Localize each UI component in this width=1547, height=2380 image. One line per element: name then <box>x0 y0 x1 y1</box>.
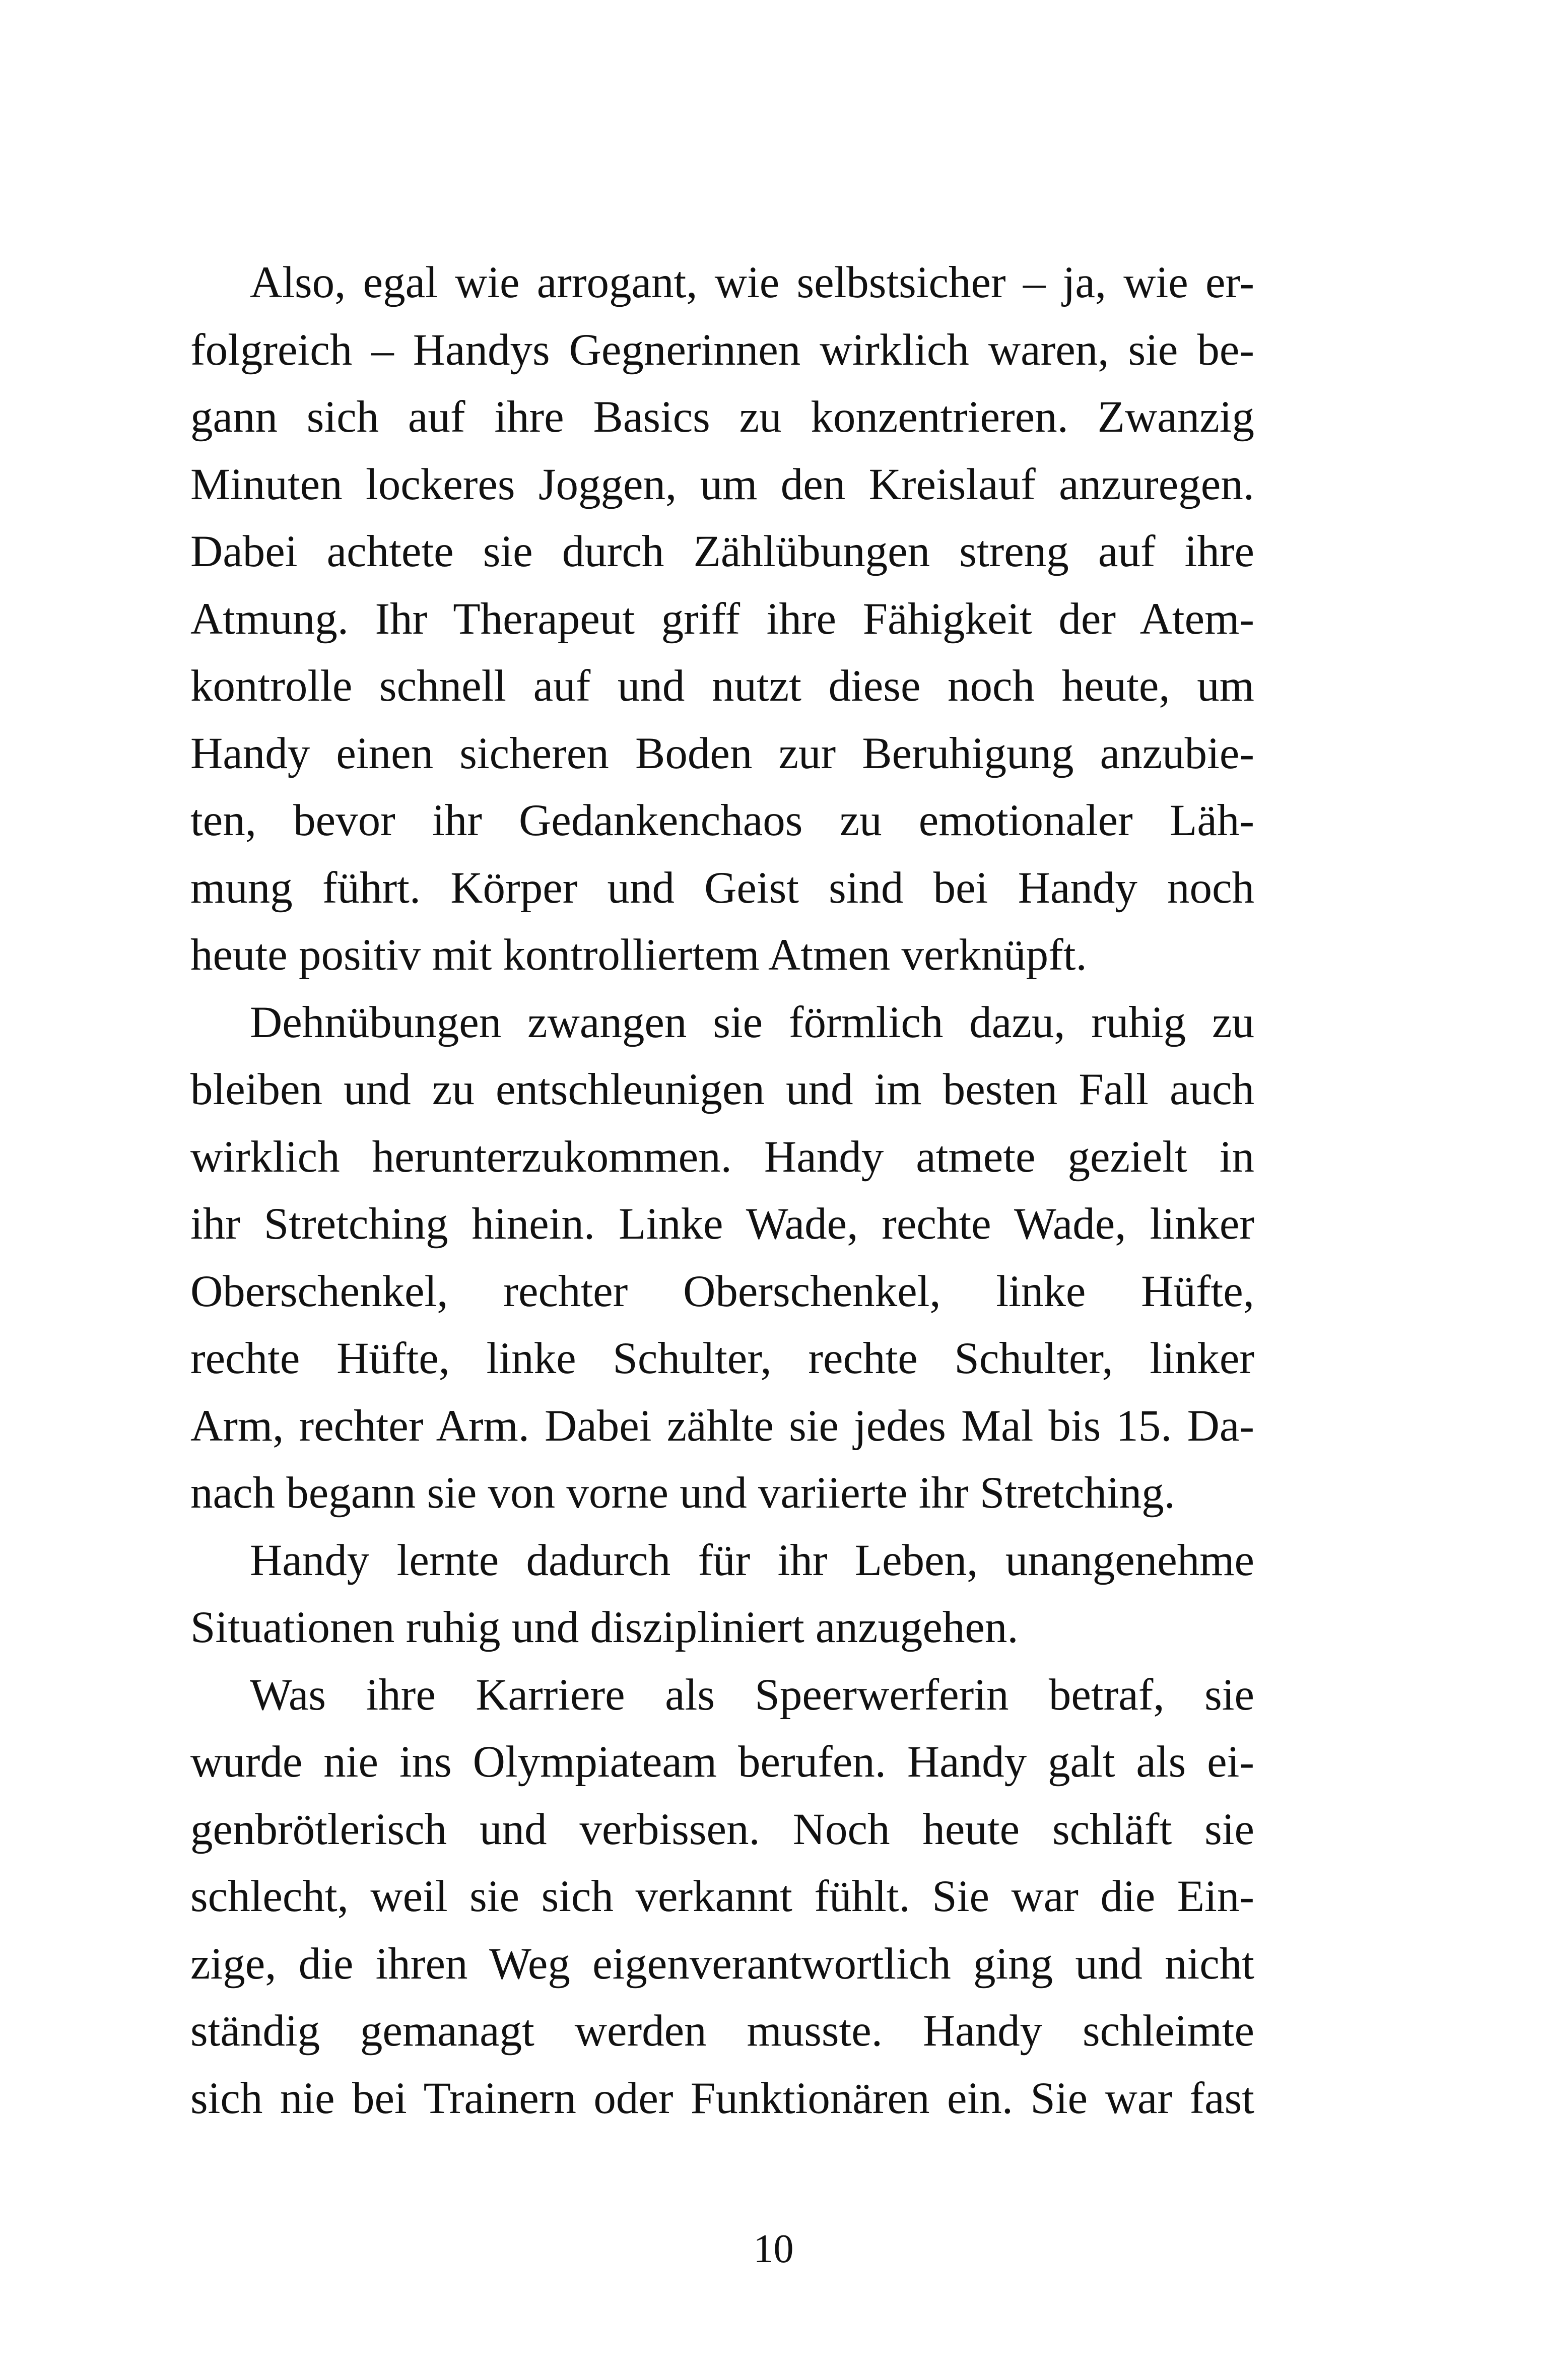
text-line: heute positiv mit kontrolliertem Atmen verknüpft. <box>190 930 1087 980</box>
text-line: Handy einen sicheren Boden zur Beruhigung anzubie- <box>190 728 1254 778</box>
text-line: nach begann sie von vorne und variierte ihr Stretching. <box>190 1468 1175 1518</box>
text-line: Also, egal wie arrogant, wie selbstsicher – ja, wie er- <box>250 258 1254 307</box>
paragraph-4 <box>190 1662 1254 2133</box>
text-line: kontrolle schnell auf und nutzt diese noch heute, um <box>190 661 1254 711</box>
text-line: ihr Stretching hinein. Linke Wade, rechte Wade, linker <box>190 1199 1254 1249</box>
text-line: sich nie bei Trainern oder Funktionären ein. Sie war fast <box>190 2073 1254 2123</box>
body-text <box>190 249 1254 2132</box>
text-line: Oberschenkel, rechter Oberschenkel, linke Hüfte, <box>190 1266 1254 1316</box>
text-line: Dehnübungen zwangen sie förmlich dazu, ruhig zu <box>250 997 1254 1047</box>
text-line: Minuten lockeres Joggen, um den Kreislauf anzuregen. <box>190 459 1254 509</box>
text-line: genbrötlerisch und verbissen. Noch heute schläft sie <box>190 1804 1254 1854</box>
text-line: mung führt. Körper und Geist sind bei Handy noch <box>190 863 1254 913</box>
text-line: schlecht, weil sie sich verkannt fühlt. Sie war die Ein- <box>190 1872 1254 1921</box>
text-line: Dabei achtete sie durch Zählübungen streng auf ihre <box>190 527 1254 576</box>
paragraph-2 <box>190 989 1254 1527</box>
text-line: Atmung. Ihr Therapeut griff ihre Fähigkeit der Atem- <box>190 594 1254 644</box>
text-line: zige, die ihren Weg eigenverantwortlich ging und nicht <box>190 1939 1254 1989</box>
text-line: Was ihre Karriere als Speerwerferin betraf, sie <box>250 1670 1254 1720</box>
page-number: 10 <box>753 2227 794 2271</box>
text-line: bleiben und zu entschleunigen und im besten Fall auch <box>190 1065 1254 1114</box>
text-line: wurde nie ins Olympiateam berufen. Handy galt als ei- <box>190 1737 1254 1787</box>
text-line: wirklich herunterzukommen. Handy atmete gezielt in <box>190 1132 1254 1182</box>
text-line: folgreich – Handys Gegnerinnen wirklich waren, sie be- <box>190 325 1254 375</box>
text-line: ten, bevor ihr Gedankenchaos zu emotionaler Läh- <box>190 796 1254 845</box>
text-line: rechte Hüfte, linke Schulter, rechte Schulter, linker <box>190 1334 1254 1383</box>
text-line: Arm, rechter Arm. Dabei zählte sie jedes Mal bis 15. Da- <box>190 1401 1254 1451</box>
paragraph-1 <box>190 249 1254 989</box>
paragraph-3 <box>190 1527 1254 1662</box>
text-line: gann sich auf ihre Basics zu konzentrieren. Zwanzig <box>190 392 1254 442</box>
text-line: Handy lernte dadurch für ihr Leben, unangenehme <box>250 1535 1254 1585</box>
text-line: ständig gemanagt werden musste. Handy schleimte <box>190 2006 1254 2056</box>
text-line: Situationen ruhig und diszipliniert anzugehen. <box>190 1603 1019 1652</box>
